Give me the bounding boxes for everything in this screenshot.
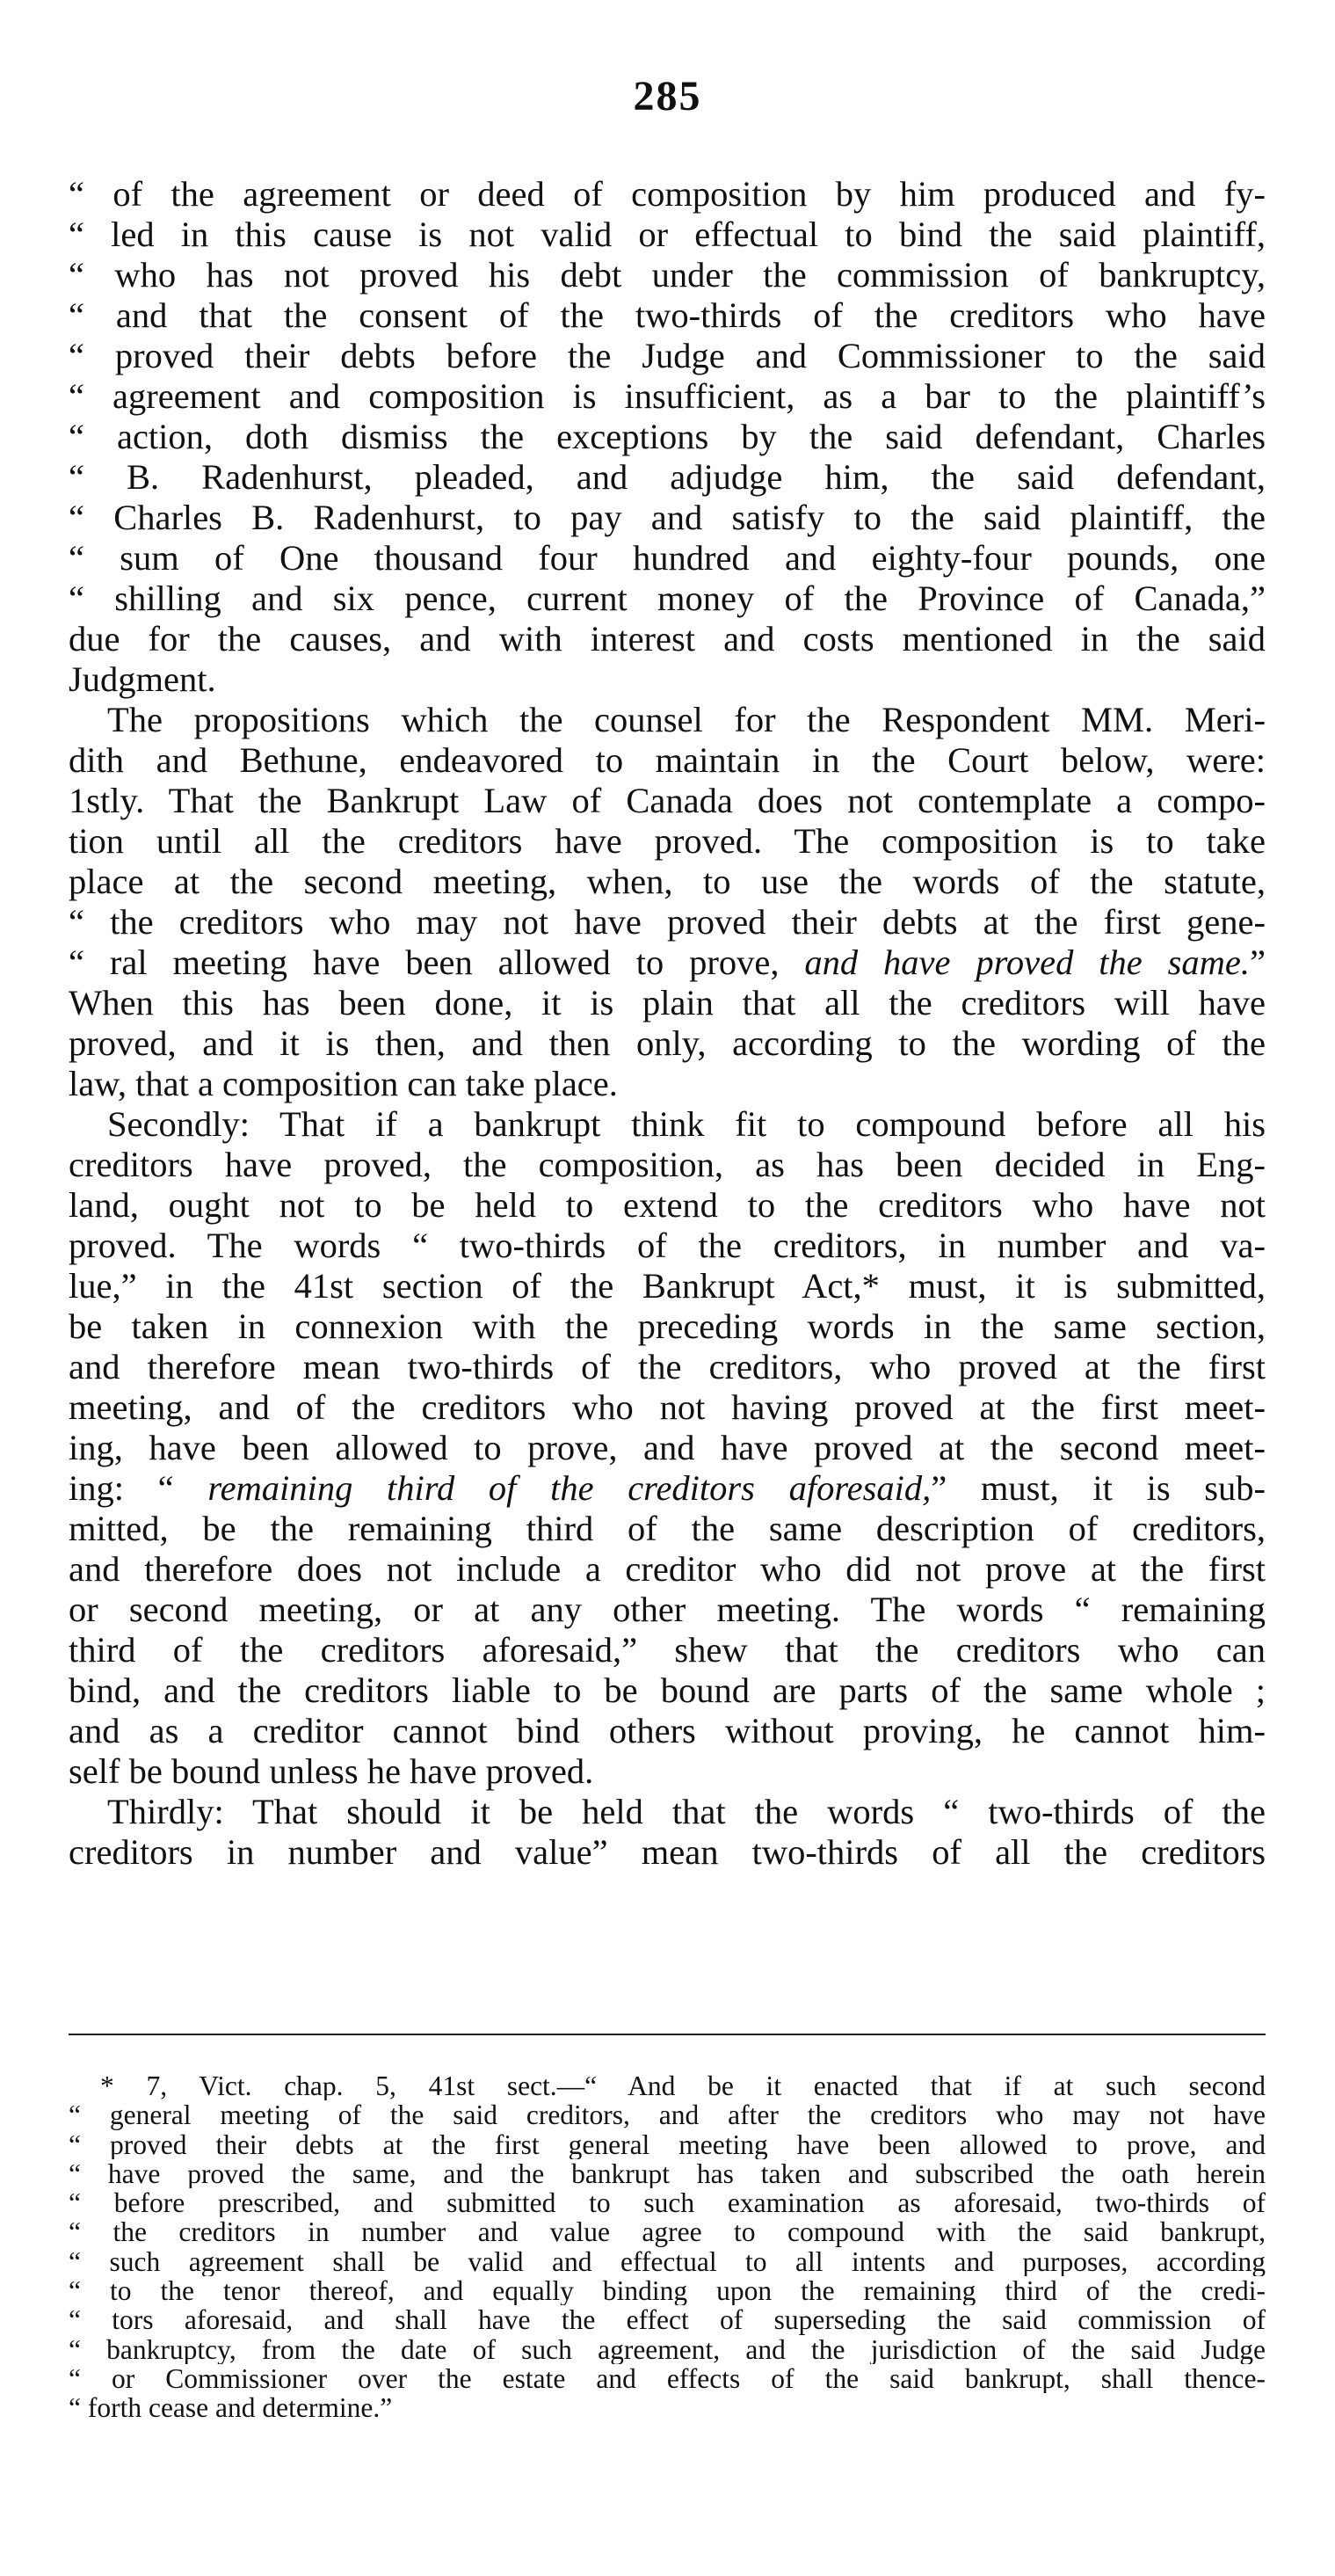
footnote-line: “ such agreement shall be valid and effectual to all intents and purposes, according bbox=[69, 2246, 1266, 2277]
body-line-text: ing: “ bbox=[69, 1468, 174, 1508]
body-line: ing, have been allowed to prove, and have proved at the second meet- bbox=[69, 1428, 1266, 1467]
body-line: “ of the agreement or deed of composition by him produced and fy- bbox=[69, 174, 1266, 214]
body-line: creditors have proved, the composition, as has been decided in Eng- bbox=[69, 1145, 1266, 1184]
italic-phrase: and have proved the same. bbox=[804, 942, 1251, 982]
paragraph-start: Thirdly: That should it be held that the words “ two-thirds of the bbox=[107, 1792, 1266, 1831]
footnote-line: “ general meeting of the said creditors, and after the creditors who may not have bbox=[69, 2100, 1266, 2130]
footnote-line: * 7, Vict. chap. 5, 41st sect.—“ And be it enacted that if at such second bbox=[100, 2071, 1266, 2101]
body-line: “ proved their debts before the Judge and Commissioner to the said bbox=[69, 336, 1266, 375]
page-number: 285 bbox=[633, 73, 702, 120]
body-line: “ shilling and six pence, current money of the Province of Canada,” bbox=[69, 579, 1266, 618]
body-line: or second meeting, or at any other meeting. The words “ remaining bbox=[69, 1590, 1266, 1629]
footnote-line: “ tors aforesaid, and shall have the effect of superseding the said commission of bbox=[69, 2305, 1266, 2335]
body-line: law, that a composition can take place. bbox=[69, 1064, 618, 1103]
body-line: and therefore mean two-thirds of the creditors, who proved at the first bbox=[69, 1347, 1266, 1386]
body-line: “ sum of One thousand four hundred and eighty-four pounds, one bbox=[69, 538, 1266, 578]
body-line: creditors in number and value” mean two-thirds of all the creditors bbox=[69, 1832, 1266, 1872]
body-line: mitted, be the remaining third of the same description of creditors, bbox=[69, 1509, 1266, 1548]
footnote-line: “ have proved the same, and the bankrupt has taken and subscribed the oath herein bbox=[69, 2158, 1266, 2189]
footnote bbox=[69, 2071, 1266, 2423]
body-text bbox=[69, 174, 1266, 1873]
footnote-line: “ forth cease and determine.” bbox=[69, 2393, 393, 2423]
footnote-line: “ proved their debts at the first general meeting have been allowed to prove, and bbox=[69, 2129, 1266, 2159]
body-line: bind, and the creditors liable to be bound are parts of the same whole ; bbox=[69, 1670, 1266, 1710]
footnote-line: “ to the tenor thereof, and equally binding upon the remaining third of the credi- bbox=[69, 2276, 1266, 2306]
body-line: and as a creditor cannot bind others without proving, he cannot him- bbox=[69, 1711, 1266, 1750]
footnote-divider bbox=[69, 2034, 1266, 2035]
body-line-text: ” must, it is sub- bbox=[931, 1468, 1266, 1508]
paragraph-start: The propositions which the counsel for the Respondent MM. Meri- bbox=[107, 700, 1266, 739]
body-line-with-italic bbox=[69, 1468, 1266, 1509]
body-line: proved. The words “ two-thirds of the creditors, in number and va- bbox=[69, 1226, 1266, 1265]
body-line: “ B. Radenhurst, pleaded, and adjudge him, the said defendant, bbox=[69, 457, 1266, 497]
body-line: “ the creditors who may not have proved their debts at the first gene- bbox=[69, 902, 1266, 942]
body-line: proved, and it is then, and then only, according to the wording of the bbox=[69, 1023, 1266, 1063]
body-line: and therefore does not include a creditor who did not prove at the first bbox=[69, 1549, 1266, 1589]
body-line: due for the causes, and with interest and costs mentioned in the said bbox=[69, 619, 1266, 659]
body-line: third of the creditors aforesaid,” shew that the creditors who can bbox=[69, 1630, 1266, 1670]
footnote-line: “ or Commissioner over the estate and effects of the said bankrupt, shall thence- bbox=[69, 2363, 1266, 2394]
body-line: 1stly. That the Bankrupt Law of Canada does not contemplate a compo- bbox=[69, 781, 1266, 820]
body-line-text: “ ral meeting have been allowed to prove, bbox=[69, 942, 780, 982]
body-line: tion until all the creditors have proved. The composition is to take bbox=[69, 821, 1266, 861]
body-line: When this has been done, it is plain that all the creditors will have bbox=[69, 983, 1266, 1022]
body-line: dith and Bethune, endeavored to maintain in the Court below, were: bbox=[69, 740, 1266, 780]
closing-quote: ” bbox=[1250, 942, 1266, 982]
footnote-line: “ the creditors in number and value agree to compound with the said bankrupt, bbox=[69, 2217, 1266, 2247]
body-line-with-italic bbox=[69, 942, 1266, 983]
body-line: “ and that the consent of the two-thirds of the creditors who have bbox=[69, 295, 1266, 335]
italic-phrase: remaining third of the creditors aforesaid, bbox=[207, 1468, 932, 1508]
body-line: land, ought not to be held to extend to the creditors who have not bbox=[69, 1185, 1266, 1225]
body-line: “ agreement and composition is insufficient, as a bar to the plaintiff’s bbox=[69, 376, 1266, 416]
body-line: place at the second meeting, when, to use the words of the statute, bbox=[69, 862, 1266, 901]
body-line: be taken in connexion with the preceding words in the same section, bbox=[69, 1306, 1266, 1346]
body-line: “ led in this cause is not valid or effectual to bind the said plaintiff, bbox=[69, 215, 1266, 254]
body-line: self be bound unless he have proved. bbox=[69, 1751, 594, 1791]
body-line: Judgment. bbox=[69, 659, 216, 699]
paragraph-start: Secondly: That if a bankrupt think fit to compound before all his bbox=[107, 1104, 1266, 1144]
footnote-line: “ bankruptcy, from the date of such agreement, and the jurisdiction of the said Judge bbox=[69, 2334, 1266, 2364]
footnote-line: “ before prescribed, and submitted to such examination as aforesaid, two-thirds of bbox=[69, 2188, 1266, 2218]
body-line: lue,” in the 41st section of the Bankrupt Act,* must, it is submitted, bbox=[69, 1266, 1266, 1306]
body-line: “ Charles B. Radenhurst, to pay and satisfy to the said plaintiff, the bbox=[69, 498, 1266, 537]
body-line: meeting, and of the creditors who not having proved at the first meet- bbox=[69, 1387, 1266, 1427]
body-line: “ who has not proved his debt under the commission of bankruptcy, bbox=[69, 255, 1266, 295]
body-line: “ action, doth dismiss the exceptions by the said defendant, Charles bbox=[69, 417, 1266, 456]
